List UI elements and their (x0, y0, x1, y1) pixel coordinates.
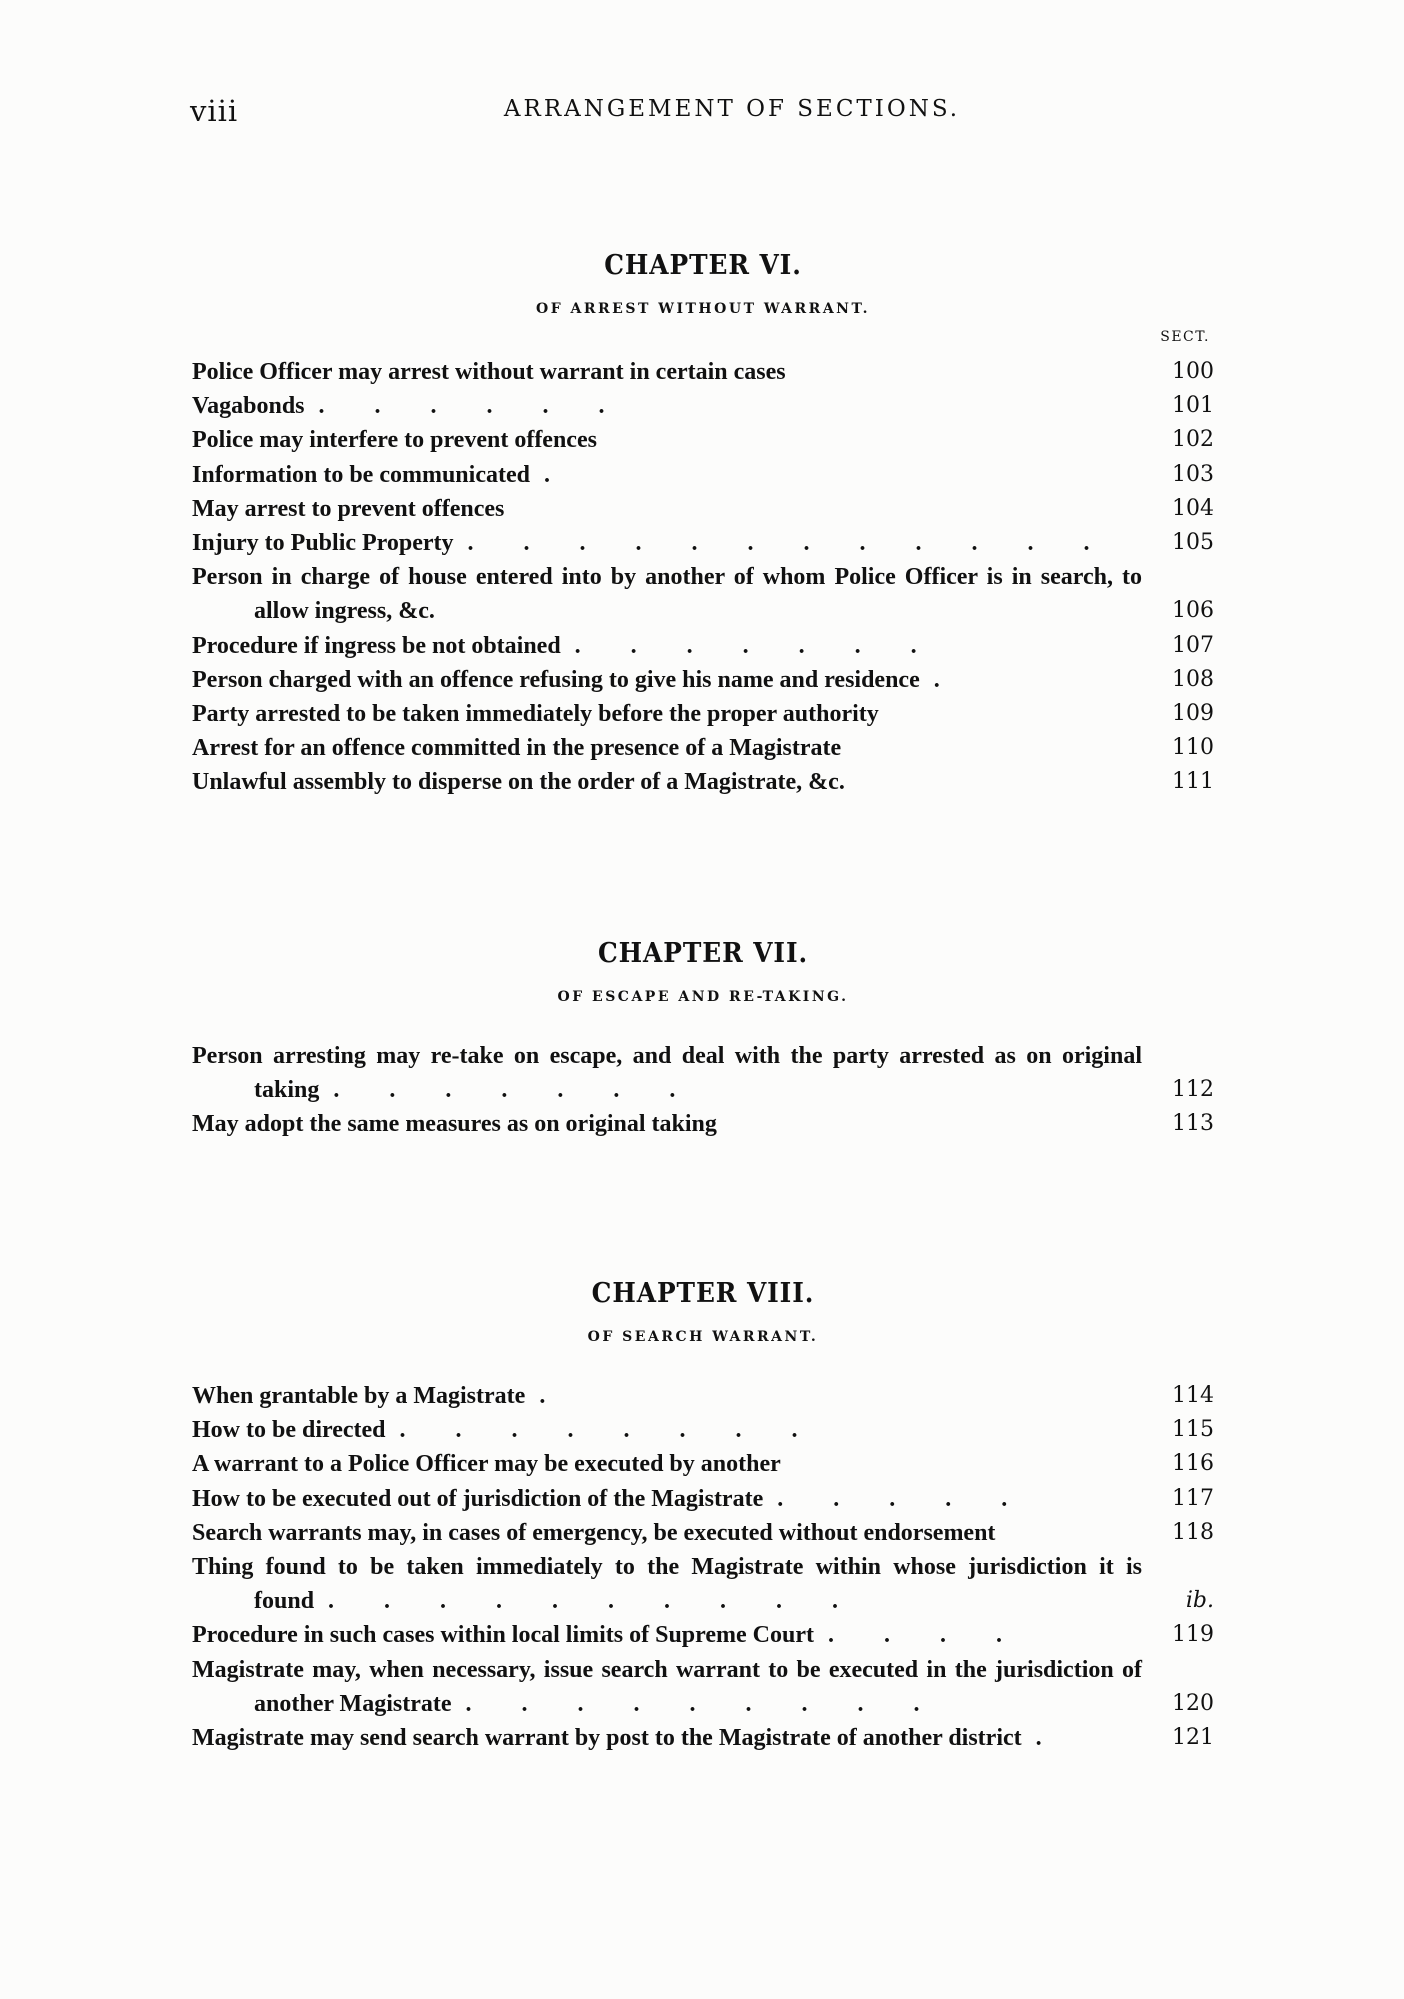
section-number: 117 (1172, 1485, 1214, 1511)
dot-leader (781, 1451, 795, 1477)
entry-title (192, 1653, 1142, 1721)
chapter-vii-section (192, 938, 1214, 1142)
entry-title (192, 526, 1142, 560)
toc-entry (192, 1107, 1214, 1141)
dot-leader: . . . . . . (318, 393, 627, 420)
chapter-heading: CHAPTER VIII. (591, 1278, 815, 1309)
dot-leader (995, 1520, 1009, 1546)
entry-text: Vagabonds (192, 393, 305, 420)
toc-entry (192, 1482, 1214, 1516)
chapter-subheading: OF ESCAPE AND RE-TAKING. (557, 989, 849, 1005)
toc-entry (192, 697, 1214, 731)
chapter-heading: CHAPTER VII. (597, 938, 809, 969)
running-head (0, 94, 1404, 134)
dot-leader: . . . . . (777, 1485, 1030, 1512)
section-number: 116 (1172, 1451, 1214, 1477)
toc-entry (192, 1550, 1214, 1618)
chapter-heading: CHAPTER VI. (604, 250, 802, 281)
dot-leader: . (539, 1383, 568, 1409)
entry-text: Police Officer may arrest without warrant in certain cases (192, 359, 786, 385)
entry-title (192, 1379, 1142, 1413)
entry-title (192, 1413, 1142, 1447)
toc-entry (192, 1653, 1214, 1721)
section-number: 112 (1172, 1077, 1214, 1103)
dot-leader (786, 359, 800, 385)
toc-entry (192, 731, 1214, 765)
entry-title (192, 355, 1142, 389)
page-number: viii (190, 94, 239, 128)
dot-leader: . . . . . . . . . (465, 1690, 942, 1717)
dot-leader: . . . . . . . . . . (328, 1588, 861, 1615)
section-number: 106 (1172, 598, 1214, 624)
chapter-vi-section (192, 250, 1214, 800)
entry-text: Magistrate may, when necessary, issue search warrant to be executed in the jurisdiction of another Magistrate (192, 1656, 1142, 1717)
entry-text: Procedure in such cases within local limits of Supreme Court (192, 1622, 814, 1649)
section-number: 103 (1172, 461, 1214, 487)
entry-text: Magistrate may send search warrant by post to the Magistrate of another district (192, 1725, 1022, 1752)
toc-entry (192, 560, 1214, 628)
entry-text: May adopt the same measures as on original taking (192, 1111, 717, 1138)
section-number: 101 (1172, 393, 1214, 419)
section-number: ib. (1185, 1588, 1214, 1614)
entry-title (192, 697, 1142, 731)
section-number: 102 (1172, 427, 1214, 453)
dot-leader: . (1035, 1725, 1064, 1752)
toc-entry (192, 423, 1214, 457)
section-number: 113 (1172, 1111, 1214, 1137)
dot-leader (841, 735, 855, 761)
toc-entry (192, 629, 1214, 663)
dot-leader: . . . . . . . . (399, 1417, 820, 1444)
dot-leader (845, 769, 859, 795)
entry-title (192, 1516, 1142, 1550)
section-number: 105 (1172, 530, 1214, 556)
dot-leader (435, 598, 449, 624)
toc-entry (192, 492, 1214, 526)
section-number: 107 (1172, 632, 1214, 658)
toc-entry (192, 1721, 1214, 1755)
toc-entry (192, 355, 1214, 389)
dot-leader (597, 427, 611, 453)
entry-text: Unlawful assembly to disperse on the order of a Magistrate, &c. (192, 769, 845, 796)
entry-text: Person charged with an offence refusing to give his name and residence (192, 666, 920, 693)
entry-text: May arrest to prevent offences (192, 495, 505, 522)
toc-entry (192, 765, 1214, 799)
entry-text: Person arresting may re-take on escape, and deal with the party arrested as on original taking (192, 1043, 1142, 1104)
entry-title (192, 1721, 1142, 1755)
section-number: 115 (1172, 1417, 1214, 1443)
dot-leader: . . . . . . . (333, 1077, 698, 1104)
entry-title (192, 629, 1142, 663)
entry-list (192, 1379, 1214, 1755)
entry-title (192, 1482, 1142, 1516)
entry-text: Search warrants may, in cases of emergency, be executed without endorsement (192, 1519, 996, 1546)
section-number: 109 (1172, 701, 1214, 727)
toc-entry (192, 1516, 1214, 1550)
section-number: 110 (1172, 735, 1214, 761)
toc-entry (192, 663, 1214, 697)
entry-title (192, 663, 1142, 697)
toc-entry (192, 526, 1214, 560)
section-number: 104 (1172, 495, 1214, 521)
entry-text: How to be directed (192, 1417, 386, 1444)
toc-entry (192, 1039, 1214, 1107)
entry-text: A warrant to a Police Officer may be executed by another (192, 1451, 781, 1478)
entry-text: When grantable by a Magistrate (192, 1383, 526, 1409)
dot-leader (717, 1111, 731, 1137)
dot-leader (879, 701, 893, 727)
toc-entry (192, 1413, 1214, 1447)
chapter-subheading: OF SEARCH WARRANT. (587, 1329, 819, 1345)
section-number: 108 (1172, 666, 1214, 692)
entry-title (192, 560, 1142, 628)
entry-title (192, 1107, 1142, 1141)
entry-title (192, 1618, 1142, 1652)
entry-text: Information to be communicated (192, 461, 530, 488)
entry-list (192, 355, 1214, 800)
entry-title (192, 1039, 1142, 1107)
dot-leader: . . . . . . . . . . . . (467, 530, 1112, 557)
section-number: 114 (1172, 1383, 1214, 1408)
toc-entry (192, 1379, 1214, 1413)
dot-leader (504, 496, 518, 522)
entry-title (192, 731, 1142, 765)
section-number: 120 (1172, 1690, 1214, 1716)
dot-leader: . (543, 461, 572, 488)
section-number: 119 (1172, 1622, 1214, 1648)
entry-text: Procedure if ingress be not obtained (192, 632, 561, 659)
toc-entry (192, 458, 1214, 492)
entry-text: Thing found to be taken immediately to the Magistrate within whose jurisdiction it is found (192, 1554, 1142, 1615)
entry-list (192, 1039, 1214, 1142)
dot-leader: . (933, 666, 962, 693)
running-title: ARRANGEMENT OF SECTIONS. (503, 96, 961, 122)
toc-entry (192, 389, 1214, 423)
entry-title (192, 458, 1142, 492)
entry-text: Person in charge of house entered into by another of whom Police Officer is in search, to allow ingress, &c. (192, 564, 1142, 625)
dot-leader: . . . . . . . (574, 632, 939, 659)
toc-entry (192, 1447, 1214, 1481)
entry-title (192, 765, 1142, 799)
entry-text: Arrest for an offence committed in the presence of a Magistrate (192, 735, 842, 762)
entry-text: Police may interfere to prevent offences (192, 427, 597, 454)
sect-column-label: SECT. (1160, 329, 1210, 345)
entry-title (192, 423, 1142, 457)
section-number: 100 (1172, 359, 1214, 384)
toc-entry (192, 1618, 1214, 1652)
dot-leader: . . . . (827, 1622, 1024, 1649)
section-number: 118 (1172, 1519, 1214, 1545)
section-number: 111 (1172, 769, 1214, 795)
entry-title (192, 1550, 1142, 1618)
section-number: 121 (1172, 1725, 1214, 1751)
entry-text: Party arrested to be taken immediately before the proper authority (192, 701, 879, 728)
entry-text: Injury to Public Property (192, 530, 454, 557)
entry-title (192, 389, 1142, 423)
entry-title (192, 1447, 1142, 1481)
entry-title (192, 492, 1142, 526)
chapter-subheading: OF ARREST WITHOUT WARRANT. (536, 301, 870, 317)
chapter-viii-section (192, 1278, 1214, 1755)
entry-text: How to be executed out of jurisdiction of the Magistrate (192, 1485, 764, 1512)
